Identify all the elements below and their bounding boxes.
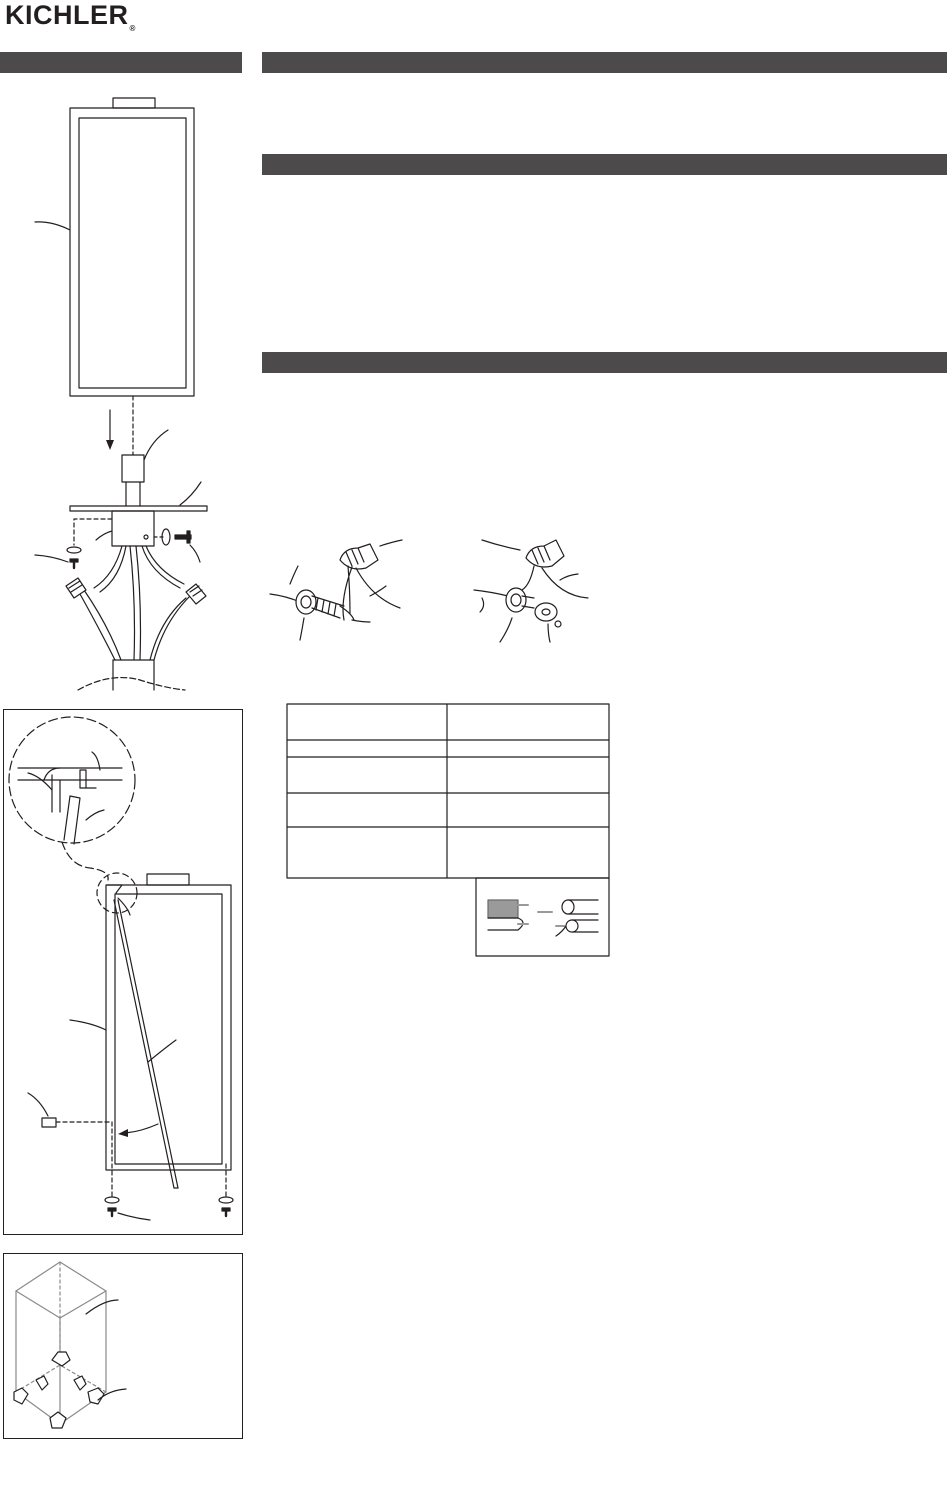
- wire-right-upper: [142, 546, 184, 588]
- screw-icon: [108, 1208, 116, 1216]
- wire-right-lower: [150, 596, 190, 660]
- rotate-arrow: [124, 1124, 158, 1133]
- glass-callout-leader: [86, 1300, 118, 1314]
- ground-wire-b: [474, 590, 508, 596]
- screw-icon: [506, 588, 534, 612]
- screw-icon: [175, 531, 191, 543]
- arrow-head-down: [106, 440, 114, 450]
- kichler-logo: KICHLER®: [5, 0, 136, 33]
- wire-nut-icon: [186, 584, 206, 604]
- stripped-wire-icon: [488, 900, 598, 936]
- grounding-diagram-a: [270, 540, 402, 640]
- wire-left-upper: [94, 546, 126, 592]
- detail-top-rail: [18, 768, 122, 780]
- washer-icon: [535, 603, 557, 621]
- fixture-housing-2: [106, 885, 231, 1170]
- block-callout-leader: [96, 531, 112, 540]
- junction-screw-hole: [144, 535, 148, 539]
- wire-nut-icon: [340, 544, 378, 569]
- fixture-top-cap: [113, 98, 155, 108]
- glass-rod: [114, 900, 178, 1188]
- screw-icon: [70, 559, 78, 568]
- grounding-diagram-b: [474, 540, 588, 642]
- coupling-nut: [122, 455, 144, 482]
- housing-callout-leader-2: [70, 1020, 106, 1030]
- wire-nut-icon: [526, 540, 564, 567]
- screw-icon: [222, 1208, 230, 1216]
- detail-glass-panel: [64, 796, 80, 844]
- detail-clip: [80, 770, 86, 788]
- mounting-plate: [70, 506, 207, 511]
- fixture-inner-2: [115, 894, 222, 1164]
- wire-nut-icon: [66, 578, 86, 598]
- screw-callout-leader-left: [35, 555, 68, 562]
- wire-center: [130, 546, 141, 660]
- fixture-mounting-diagram: [35, 98, 207, 690]
- fixture-top-cap-2: [147, 874, 189, 885]
- ground-line: [78, 678, 185, 690]
- coupling-callout-leader: [144, 430, 168, 460]
- junction-block: [112, 511, 154, 546]
- wire-left-lower: [80, 590, 121, 660]
- glass-install-diagram: [9, 717, 233, 1220]
- fixture-glass-panel: [79, 118, 186, 388]
- screw-icon: [296, 590, 344, 618]
- detail-link-line: [62, 842, 108, 880]
- plate-callout-leader: [180, 482, 201, 505]
- fixture-housing: [70, 108, 194, 396]
- screw-callout-leader-right: [190, 545, 200, 562]
- corner-clips: [14, 1352, 104, 1428]
- housing-callout-leader: [35, 222, 70, 230]
- detail-source-circle: [97, 873, 137, 913]
- glass-clip: [42, 1118, 56, 1127]
- wire-connection-table: [287, 704, 609, 956]
- screw-guide-line-left: [74, 519, 112, 545]
